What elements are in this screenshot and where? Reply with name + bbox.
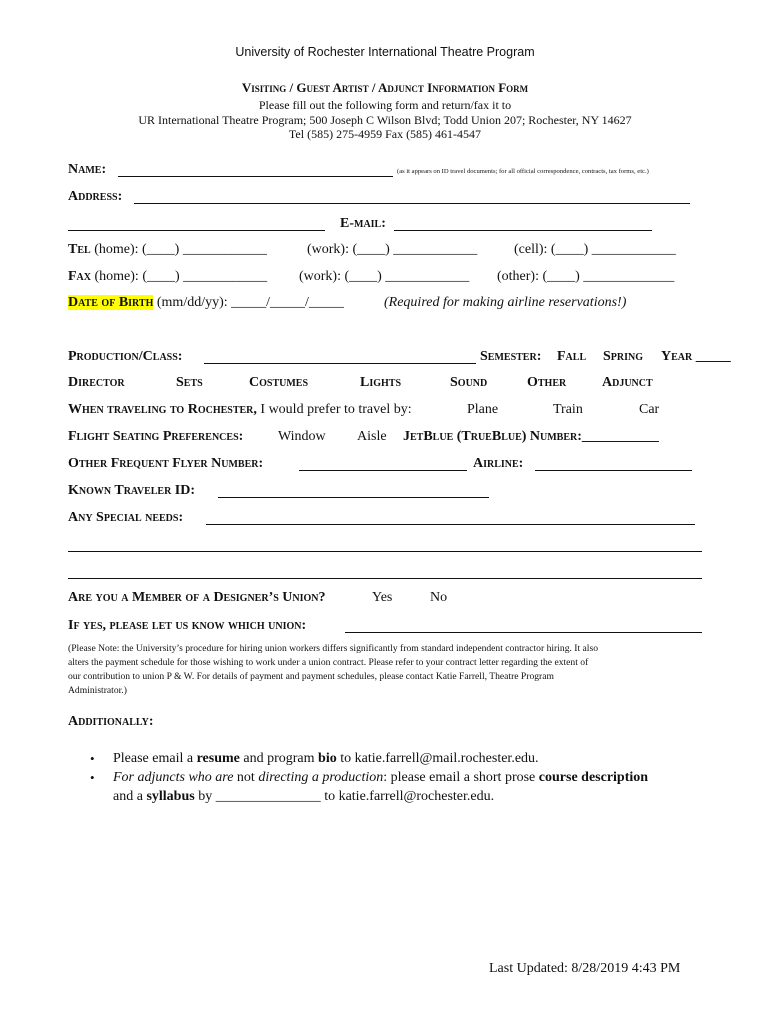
- role-costumes[interactable]: Costumes: [249, 375, 309, 390]
- last-updated: Last Updated: 8/28/2019 4:43 PM: [489, 961, 681, 976]
- production-label: Production/Class:: [68, 349, 183, 364]
- union-no[interactable]: No: [430, 590, 448, 605]
- travel-label: When traveling to Rochester,: [68, 402, 257, 417]
- name-note: (as it appears on ID travel documents; for all official correspondence, contracts, tax forms, etc.): [397, 168, 649, 175]
- airline-field[interactable]: [535, 470, 692, 471]
- semester-spring[interactable]: Spring: [603, 349, 644, 364]
- seating-window[interactable]: Window: [278, 429, 326, 444]
- seating-label: Flight Seating Preferences:: [68, 429, 244, 444]
- union-question: Are you a Member of a Designer’s Union?: [68, 590, 326, 605]
- tel-work-field[interactable]: (work): (____) ____________: [307, 242, 478, 257]
- program-address: UR International Theatre Program; 500 Joseph C Wilson Blvd; Todd Union 207; Rochester, NY 14627: [138, 113, 632, 127]
- additionally-item-adjunct: For adjuncts who are not directing a production: please email a short prose course description: [113, 770, 649, 785]
- role-director[interactable]: Director: [68, 375, 125, 390]
- special-needs-field-2[interactable]: [68, 551, 702, 552]
- tel-row: [68, 242, 267, 258]
- org-name: University of Rochester International Theatre Program: [235, 45, 535, 59]
- union-note-line-3: our contribution to union P & W. For details of payment and payment schedules, please contact Katie Farrell, Theatre Program: [68, 671, 554, 682]
- union-note-line-2: alters the payment schedule for those wishing to work under a union contract. Please refer to your contract letter regarding the extent of: [68, 657, 589, 668]
- ffn-field[interactable]: [299, 470, 467, 471]
- form-title: Visiting / Guest Artist / Adjunct Information Form: [241, 80, 529, 95]
- union-which-field[interactable]: [345, 632, 702, 633]
- jetblue-number-field[interactable]: JetBlue (TrueBlue) Number:___________: [403, 429, 659, 444]
- tel-label: Tel: [68, 242, 91, 257]
- additionally-item-adjunct-line-2: and a syllabus by _______________ to katie.farrell@rochester.edu.: [113, 789, 495, 804]
- role-sound[interactable]: Sound: [450, 375, 488, 390]
- dob-label: Date of Birth: [68, 295, 154, 310]
- union-note-line-4: Administrator.): [68, 685, 127, 696]
- form-instruction: Please fill out the following form and return/fax it to: [258, 98, 512, 112]
- travel-car[interactable]: Car: [639, 402, 660, 417]
- travel-plane[interactable]: Plane: [467, 402, 499, 417]
- dob-field[interactable]: (mm/dd/yy): _____/_____/_____: [156, 295, 344, 310]
- semester-label: Semester:: [480, 349, 542, 364]
- role-lights[interactable]: Lights: [360, 375, 402, 390]
- name-label: Name:: [68, 162, 107, 177]
- role-sets[interactable]: Sets: [176, 375, 203, 390]
- name-field[interactable]: [118, 176, 393, 177]
- additionally-item-resume: Please email a resume and program bio to katie.farrell@mail.rochester.edu.: [113, 751, 539, 766]
- union-which-label: If yes, please let us know which union:: [68, 618, 307, 633]
- airline-label: Airline:: [473, 456, 524, 471]
- address-field-1[interactable]: [134, 203, 690, 204]
- tel-cell-field[interactable]: (cell): (____) ____________: [514, 242, 676, 257]
- special-needs-field-3[interactable]: [68, 578, 702, 579]
- dob-row: [68, 295, 344, 311]
- address-field-2[interactable]: [68, 230, 325, 231]
- ktid-label: Known Traveler ID:: [68, 483, 196, 498]
- semester-year[interactable]: Year _____: [661, 349, 731, 364]
- seating-aisle[interactable]: Aisle: [357, 429, 387, 444]
- ffn-label: Other Frequent Flyer Number:: [68, 456, 264, 471]
- tel-home-field[interactable]: (home): (____) ____________: [94, 242, 267, 257]
- dob-note: (Required for making airline reservations!): [384, 295, 627, 310]
- travel-text: I would prefer to travel by:: [260, 402, 412, 417]
- email-field[interactable]: [394, 230, 652, 231]
- union-yes[interactable]: Yes: [372, 590, 393, 605]
- travel-row: [68, 402, 412, 418]
- fax-work-field[interactable]: (work): (____) ____________: [299, 269, 470, 284]
- bullet-icon: •: [90, 770, 95, 785]
- role-other[interactable]: Other: [527, 375, 567, 390]
- travel-train[interactable]: Train: [553, 402, 583, 417]
- address-label: Address:: [68, 189, 123, 204]
- additionally-label: Additionally:: [68, 714, 154, 729]
- special-needs-label: Any Special needs:: [68, 510, 184, 525]
- email-label: E-mail:: [340, 216, 386, 231]
- bullet-icon: •: [90, 751, 95, 766]
- semester-fall[interactable]: Fall: [557, 349, 587, 364]
- fax-label: Fax: [68, 269, 91, 284]
- program-contact: Tel (585) 275-4959 Fax (585) 461-4547: [288, 127, 482, 141]
- role-adjunct[interactable]: Adjunct: [602, 375, 653, 390]
- production-field[interactable]: [204, 363, 476, 364]
- ktid-field[interactable]: [218, 497, 489, 498]
- special-needs-field-1[interactable]: [206, 524, 695, 525]
- fax-row: [68, 269, 267, 285]
- union-note-line-1: (Please Note: the University’s procedure for hiring union workers differs significantly from standard independent contractor hiring. It also: [68, 643, 598, 654]
- fax-home-field[interactable]: (home): (____) ____________: [94, 269, 268, 284]
- fax-other-field[interactable]: (other): (____) _____________: [497, 269, 675, 284]
